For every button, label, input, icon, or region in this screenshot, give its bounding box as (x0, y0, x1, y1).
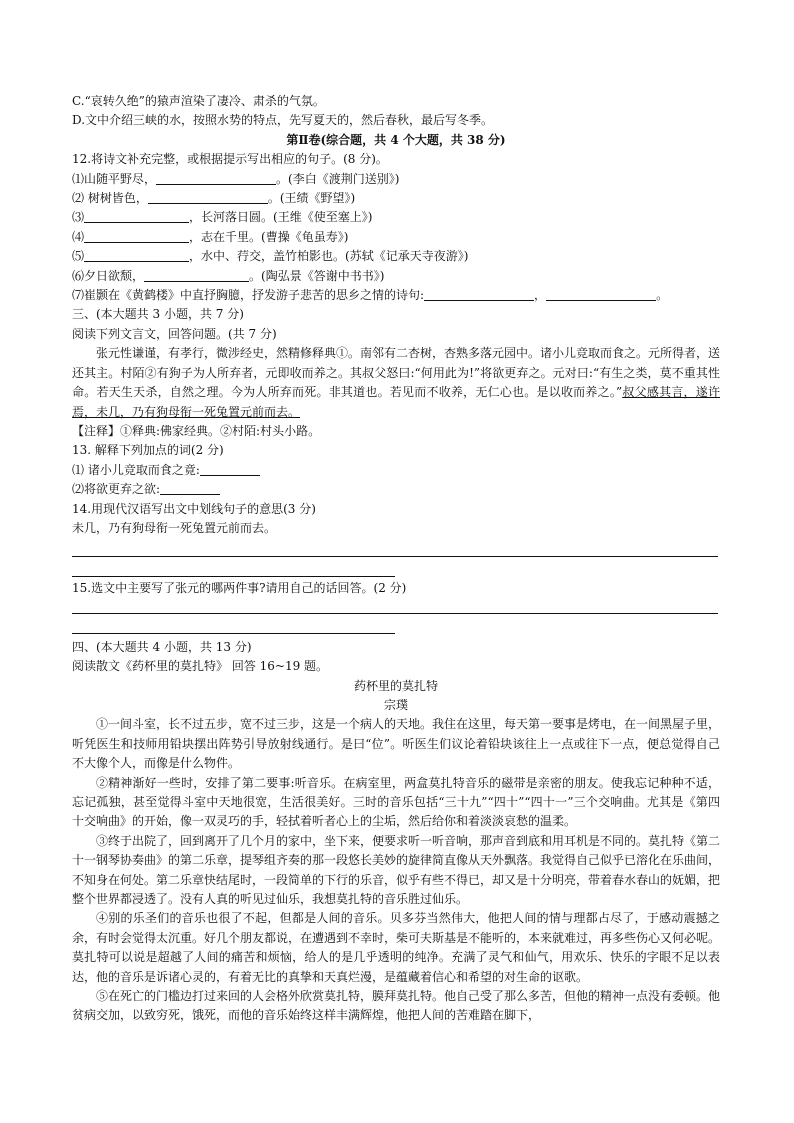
q14-prompt: 14.用现代汉语写出文中划线句子的意思(3 分) (72, 501, 316, 516)
answer-blank[interactable] (424, 288, 534, 301)
option-c: C.“哀转久绝”的猿声渲染了凄冷、肃杀的气氛。 (72, 94, 325, 108)
q12-item-4: ⑷ ，志在千里。(曹操《龟虽寿》) (72, 229, 349, 244)
underlined-sentence: 叔父感其言，遂许焉，未几，乃有狗母衔一死兔置元前而去。 (72, 385, 720, 419)
q12-prompt: 12.将诗文补充完整，或根据提示写出相应的句子。(8 分)。 (72, 152, 388, 167)
q14-sentence: 未几，乃有狗母衔一死兔置元前而去。 (72, 520, 277, 535)
answer-blank[interactable] (84, 210, 189, 223)
paragraph-3: ③终于出院了，回到离开了几个月的家中，坐下来，便要求听一听音响，那声音到底和用耳机是不同的。莫扎特《第二十一钢琴协奏曲》的第二乐章，提琴组齐奏的那一段悠长美妙的旋律简直像从天外飘落。我觉得自己似乎已溶化在乐曲间，不知身在何处。第二乐章快结尾时，一段简单的下行的乐音，似乎有些不得已，却又是十分明亮，带着春水春山的妩媚，把整个世界都浸透了。没有人真的听见过仙乐，我想莫扎特的音乐胜过仙乐。 (72, 833, 721, 907)
q12-item-3: ⑶ ，长河落日圆。(王维《使至塞上》) (72, 210, 373, 225)
article-author: 宗璞 (383, 697, 408, 712)
answer-blank[interactable] (84, 249, 189, 262)
q12-item-2: ⑵ 树树皆色， 。(王绩《野望》) (72, 191, 356, 206)
q13-prompt: 13. 解释下列加点的词(2 分) (72, 443, 224, 458)
part3-intro: 阅读下列文言文，回答问题。(共 7 分) (72, 326, 277, 341)
part4-title: 四、(本大题共 4 小题，共 13 分) (72, 639, 252, 654)
answer-blank[interactable] (546, 288, 656, 301)
answer-blank[interactable] (160, 482, 220, 495)
part3-title: 三、(本大题共 3 小题，共 7 分) (72, 307, 244, 322)
answer-blank[interactable] (144, 269, 249, 282)
article-title: 药杯里的莫扎特 (353, 678, 438, 693)
q13-item-2: ⑵将欲更弃之欲: (72, 480, 720, 499)
answer-blank[interactable] (84, 230, 189, 243)
paragraph-2: ②精神渐好一些时，安排了第二要事:听音乐。在病室里，两盒莫扎特音乐的磁带是亲密的朋友。使我忘记种种不适，忘记孤独，甚至觉得斗室中天地很宽，生活很美好。三时的音乐包括“三十九”“四十”“四十一”三个交响曲。尤其是《第四十交响曲》的开始，像一双灵巧的手，轻拭着听者心上的尘垢，然后给你和着淡淡哀愁的温柔。 (72, 775, 720, 829)
annotation: 【注释】①释典:佛家经典。②村陌:村头小路。 (72, 423, 321, 438)
answer-blank[interactable] (200, 463, 260, 476)
option-d: D.文中介绍三峡的水，按照水势的特点，先写夏天的，然后春秋，最后写冬季。 (72, 113, 494, 128)
q15-prompt: 15.选文中主要写了张元的哪两件事?请用自己的话回答。(2 分) (72, 581, 407, 596)
q12-item-7: ⑺崔颢在《黄鹤楼》中直抒胸臆，抒发游子悲苦的思乡之情的诗句: ， 。 (72, 288, 669, 303)
q12-item-5: ⑸ ，水中、荇交，盖竹柏影也。(苏轼《记承天寺夜游》) (72, 249, 469, 264)
paragraph-1: ①一间斗室，长不过五步，宽不过三步，这是一个病人的天地。我住在这里，每天第一要事是烤电，在一间黑屋子里，听凭医生和技师用铅块摆出阵势引导放射线通行。是曰“位”。听医生们议论着铅块该往上一点或往下一点，便总觉得自己不大像个人，而像是什么物件。 (72, 717, 721, 771)
answer-blank[interactable] (148, 191, 268, 204)
paragraph-4: ④别的乐圣们的音乐也很了不起，但都是人间的音乐。贝多芬当然伟大，他把人间的情与理都占尽了，于感动震撼之余，有时会觉得太沉重。好几个朋友都说，在遭遇到不幸时，柴可夫斯基是不能听的，本来就难过，再多些伤心又何必呢。莫扎特可以说是超越了人间的痛苦和烦恼，给人的是几乎透明的纯净。充满了灵气和仙气，用欢乐、快乐的字眼不足以表达，他的音乐是诉诸心灵的，有着无比的真挚和天真烂漫，是蕴藏着信心和希望的对生命的讴歌。 (72, 911, 721, 984)
section2-title: 第Ⅱ卷(综合题，共 4 个大题，共 38 分) (286, 132, 506, 147)
q12-item-1: ⑴山随平野尽， 。(李白《渡荆门送别》) (72, 171, 400, 186)
q13-item-1: ⑴ 诸小儿竞取而食之竟: (72, 461, 720, 480)
classical-passage: 张元性谦谨，有孝行，微涉经史，然精修释典①。南邻有二杏树，杏熟多落元园中。诸小儿竞取而食之。元所得者，送还其主。村陌②有狗子为人所弃者，元即收而养之。其叔父怒曰:“何用此为!”将欲更弃之。元对曰:“有生之类，莫不重其性命。若天生天杀，自然之理。今为人所弃而死。非其道也。若见而不收养，无仁心也。是以收而养之。”叔父感其言，遂许焉，未几，乃有狗母衔一死兔置元前而去。 (72, 346, 721, 419)
part4-intro: 阅读散文《药杯里的莫扎特》 回答 16~19 题。 (72, 659, 329, 674)
q12-item-6: ⑹夕日欲颓， 。(陶弘景《答谢中书书》) (72, 268, 385, 283)
paragraph-5: ⑤在死亡的门槛边打过来回的人会格外欣赏莫扎特，膜拜莫扎特。他自己受了那么多苦，但他的精神一点没有委顿。他贫病交加，以致穷死，饿死，而他的音乐始终这样丰满辉煌，他把人间的苦难踏在脚下， (72, 989, 721, 1023)
exam-page (72, 92, 720, 1026)
answer-blank[interactable] (156, 172, 276, 185)
